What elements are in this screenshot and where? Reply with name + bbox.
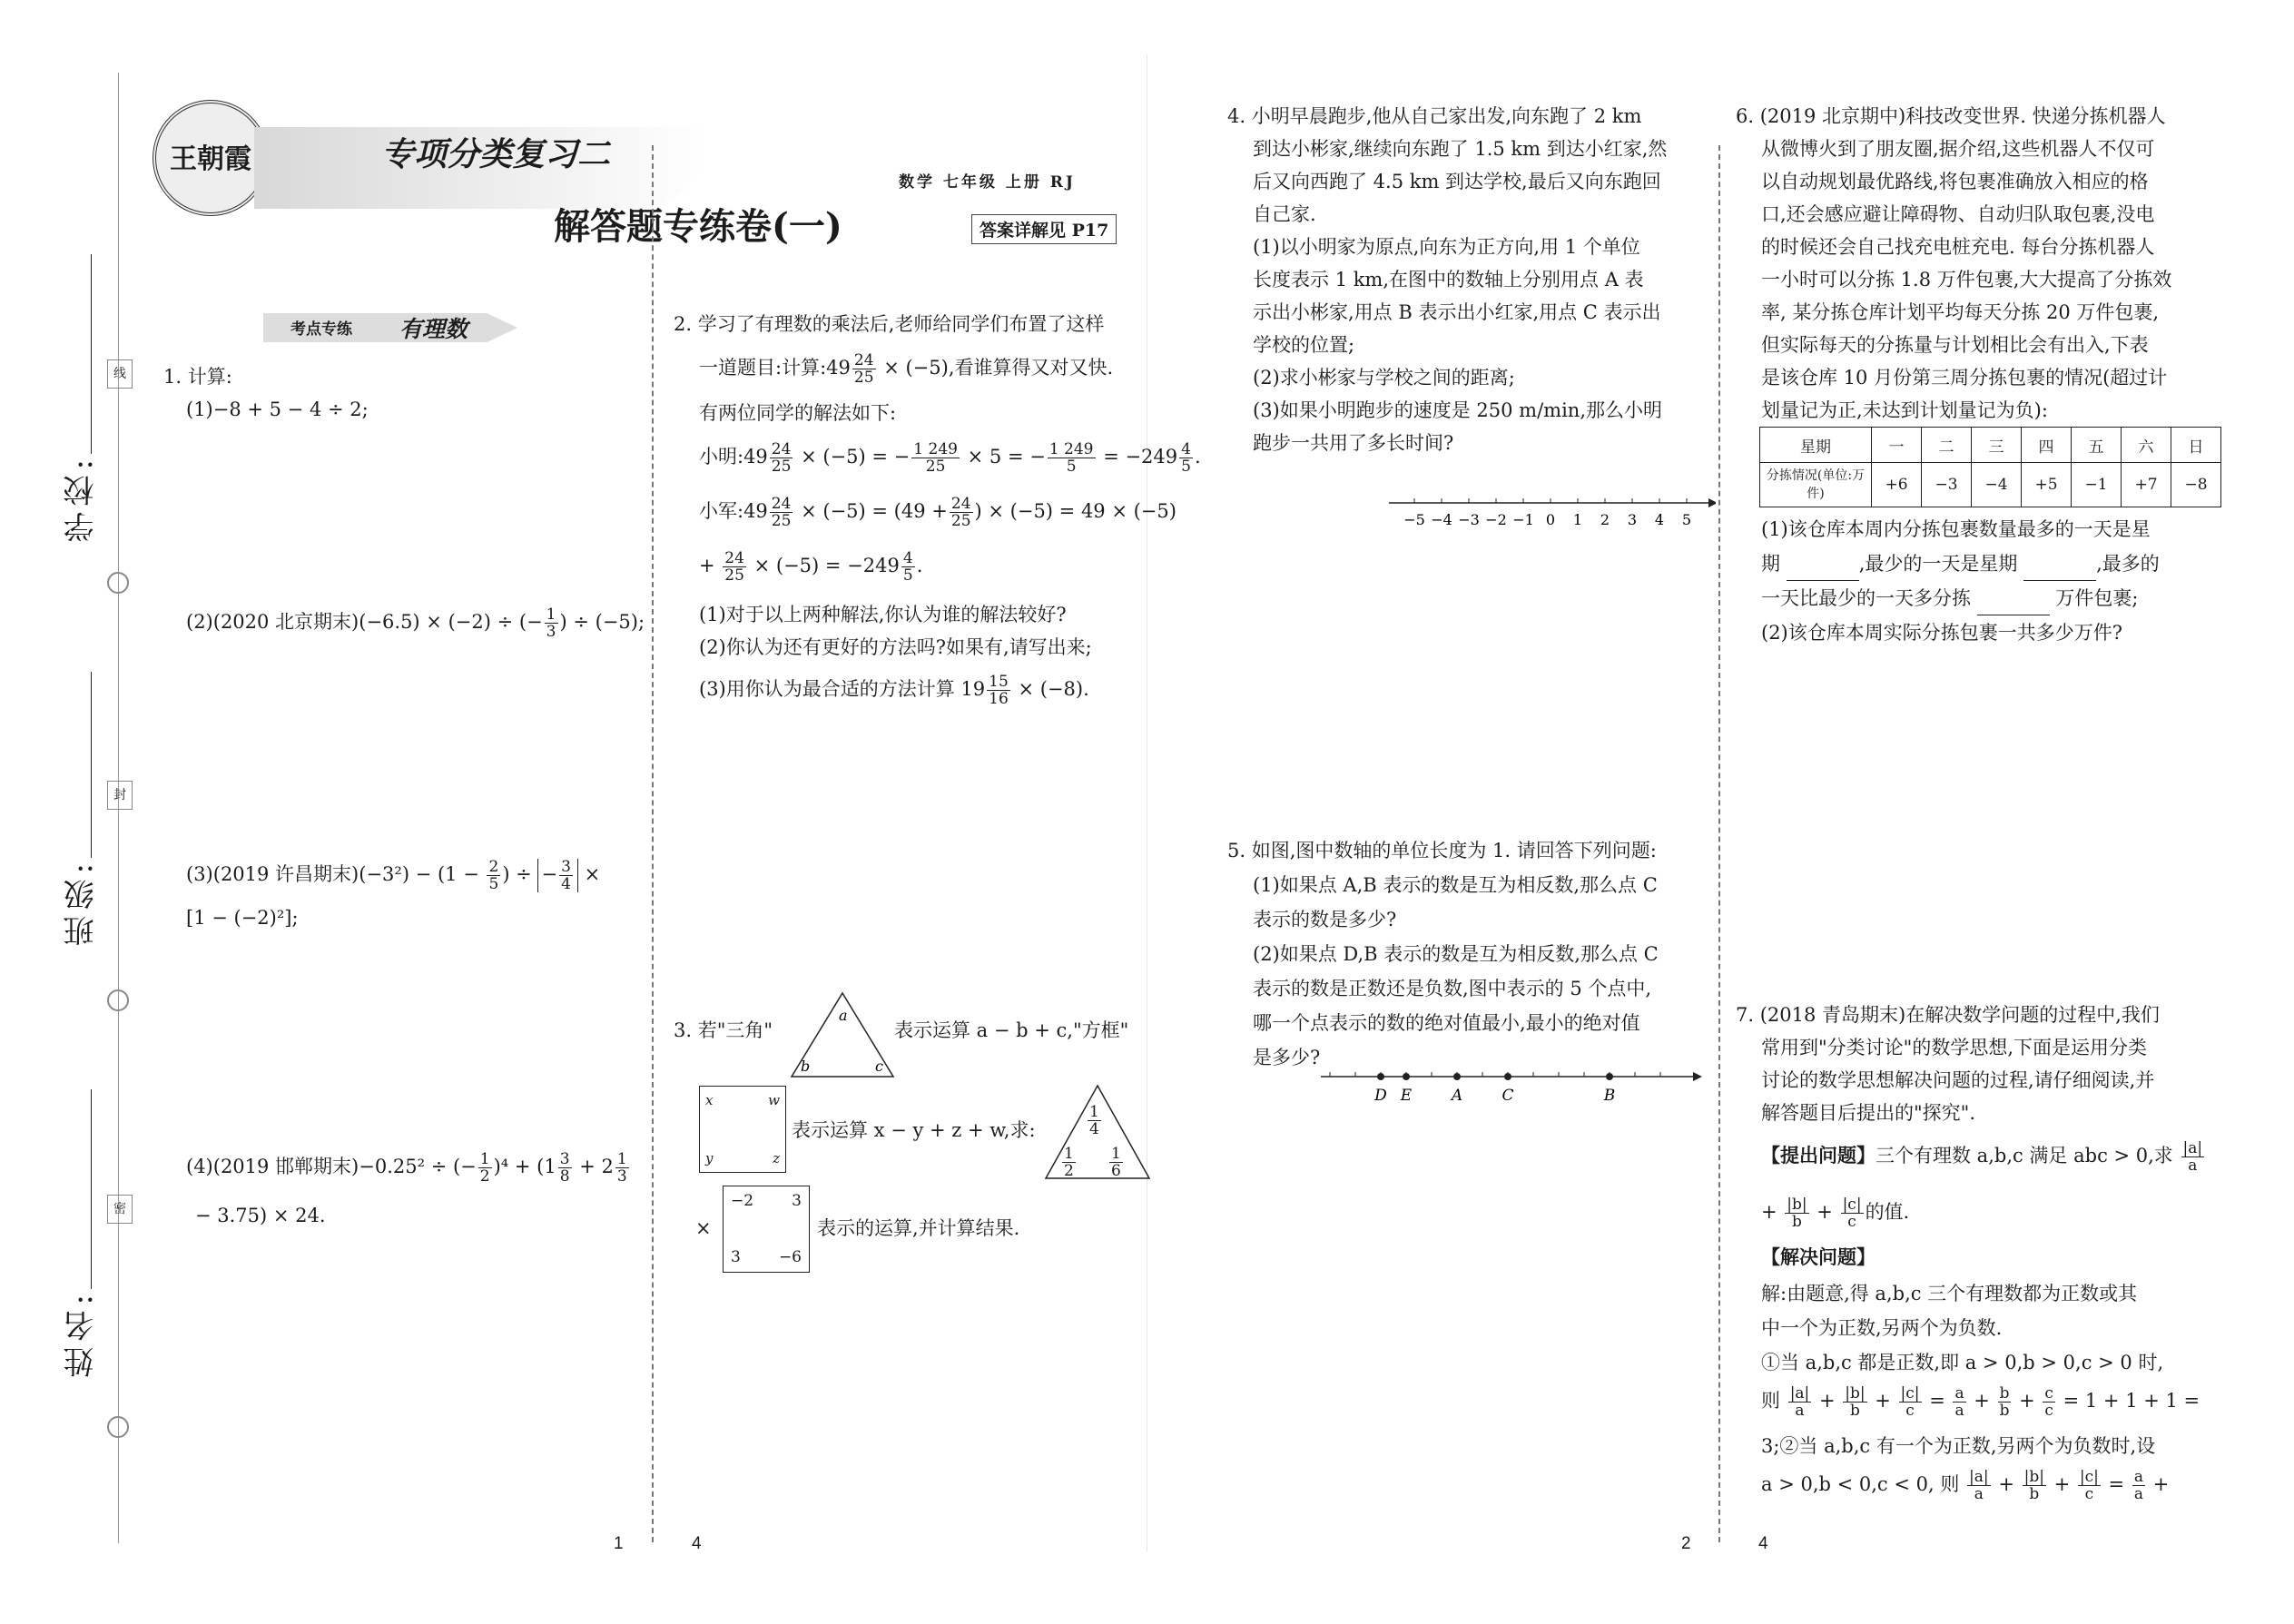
q2-line-2: 一道题目:计算:49 $\frac{24}{25}$ × (−5),看谁算得又对又快.: [699, 351, 1114, 387]
q2-sub-3: (3)用你认为最合适的方法计算 19 $\frac{15}{16}$ × (−8).: [699, 673, 1089, 708]
q4-line: 跑步一共用了多长时间?: [1253, 432, 1454, 454]
square-operator: x w y z: [699, 1086, 786, 1173]
seal-box-seal: 封: [107, 781, 133, 810]
gear-icon: [107, 1416, 129, 1438]
q6-line: 划量记为正,未达到计划量记为负):: [1761, 399, 2048, 421]
q4-body: [1227, 100, 1667, 459]
triangle-operator: [788, 989, 897, 1080]
table-cell: −8: [2171, 463, 2221, 507]
q7-sol-line: 中一个为正数,另两个为负数.: [1761, 1317, 2003, 1339]
axis-point-label: A: [1451, 1087, 1463, 1105]
table-cell: −4: [1972, 463, 2022, 507]
q6-body: [1736, 100, 2171, 427]
q1-part-2: (2)(2020 北京期末)(−6.5) × (−2) ÷ (− $\frac{1}{3}$ ) ÷ (−5);: [186, 605, 645, 641]
q5-line: 哪一个点表示的数的绝对值最小,最小的绝对值: [1253, 1012, 1640, 1034]
table-header-cell: 一: [1872, 428, 1922, 463]
q5-line: (2)如果点 D,B 表示的数是互为相反数,那么点 C: [1253, 943, 1659, 965]
table-cell: −1: [2072, 463, 2122, 507]
q5-line: 表示的数是正数还是负数,图中表示的 5 个点中,: [1253, 978, 1652, 999]
axis-tick-label: −3: [1458, 511, 1480, 528]
q7-line: 讨论的数学思想解决问题的过程,请仔细阅读,并: [1761, 1069, 2155, 1091]
page-total: 4: [1758, 1534, 1768, 1553]
school-label: 学校:: [64, 454, 100, 543]
answer-blank[interactable]: [2023, 562, 2096, 581]
q6-line: 一小时可以分拣 1.8 万件包裹,大大提高了分拣效: [1761, 269, 2172, 290]
page-total: 4: [692, 1534, 702, 1553]
answer-blank[interactable]: [1787, 562, 1859, 581]
q7-ask-cont: + $\frac{|b|}{b}$ + $\frac{|c|}{c}$ 的值.: [1761, 1196, 1910, 1231]
q1-part-1: (1)−8 + 5 − 4 ÷ 2;: [186, 399, 369, 420]
q5-line: 是多少?: [1253, 1047, 1321, 1068]
q1-p4-text: (4)(2019 邯郸期末)−0.25² ÷: [186, 1156, 448, 1177]
q6-sub-1: (1)该仓库本周内分拣包裹数量最多的一天是星: [1761, 518, 2151, 540]
q6-line: 但实际每天的分拣量与计划相比会有出入,下表: [1761, 334, 2149, 356]
q4-line: 示出小彬家,用点 B 表示出小红家,用点 C 表示出: [1253, 301, 1661, 323]
q7-line: 常用到"分类讨论"的数学思想,下面是运用分类: [1761, 1037, 2147, 1058]
q3-times: ×: [695, 1217, 712, 1239]
tri-c: c: [875, 1058, 883, 1075]
axis-point: [1453, 1073, 1461, 1080]
q2-xiaojun: 小军:49 $\frac{24}{25}$ × (−5) = (49 + $\frac{24}{25}$ ) × (−5) = 49 × (−5): [699, 495, 1177, 530]
q3-text-b: 表示运算 a − b + c,"方框": [894, 1019, 1129, 1041]
axis-point-label: B: [1603, 1087, 1616, 1105]
table-cell: +5: [2022, 463, 2072, 507]
number-line-q4: [1389, 490, 1716, 536]
q2-xiaojun-2: + $\frac{24}{25}$ × (−5) = −249 $\frac{4}{5}$ .: [699, 549, 923, 585]
q2-sub-2: (2)你认为还有更好的方法吗?如果有,请写出来;: [699, 636, 1092, 658]
q6-line: 的时候还会自己找充电桩充电. 每台分拣机器人: [1761, 236, 2155, 258]
q6-line: 是该仓库 10 月份第三周分拣包裹的情况(超过计: [1761, 367, 2168, 389]
fraction: $\frac{1}{6}$: [1111, 1145, 1121, 1180]
table-cell: +7: [2122, 463, 2171, 507]
absolute-value: − $\frac{3}{4}$: [537, 859, 577, 892]
topic-name: 有理数: [399, 316, 468, 342]
school-field[interactable]: [91, 254, 92, 454]
table-cell: +6: [1872, 463, 1922, 507]
table-header-cell: 三: [1972, 428, 2022, 463]
axis-tick-label: 5: [1681, 511, 1692, 528]
q7-ask: 【提出问题】三个有理数 a,b,c 满足 abc > 0,求 $\frac{|a|}{a}$: [1761, 1139, 2203, 1175]
fraction: $\frac{1}{3}$: [546, 605, 556, 641]
table-header-cell: 二: [1922, 428, 1972, 463]
number-line-q5: [1321, 1064, 1702, 1109]
axis-point-label: C: [1501, 1087, 1514, 1105]
axis-point: [1606, 1073, 1613, 1080]
series-title: 专项分类复习二: [381, 135, 611, 173]
page-number: 1: [614, 1534, 624, 1553]
main-title: 解答题专练卷(一): [554, 205, 842, 248]
seal-box-secret: 密: [107, 1195, 133, 1224]
q5-line: (1)如果点 A,B 表示的数是互为相反数,那么点 C: [1253, 874, 1658, 896]
axis-tick-label: 3: [1627, 511, 1638, 528]
q1-p3-text: (3)(2019 许昌期末)(−3²) −: [186, 863, 432, 885]
q6-sub-1-end: 一天比最少的一天多分拣 万件包裹;: [1761, 581, 2160, 615]
column-divider: [1718, 145, 1720, 1542]
answer-blank[interactable]: [1977, 596, 2050, 615]
q1-part-3-tail: [1 − (−2)²];: [186, 907, 299, 929]
brand-logo: [153, 100, 269, 216]
axis-point-label: D: [1374, 1087, 1387, 1105]
fraction: $\frac{1}{4}$: [1089, 1103, 1099, 1138]
axis-point: [1403, 1073, 1410, 1080]
q4-line: (1)以小明家为原点,向东为正方向,用 1 个单位: [1253, 236, 1640, 258]
q6-line: 口,还会感应避让障碍物、自动归队取包裹,没电: [1761, 203, 2155, 225]
gear-icon: [107, 572, 129, 594]
q7-sol-5: 3;②当 a,b,c 有一个为正数,另两个为负数时,设: [1761, 1435, 2156, 1457]
table-header-cell: 四: [2022, 428, 2072, 463]
q7-sol-4: 则 $\frac{|a|}{a}$ + $\frac{|b|}{b}$ + $\frac{|c|}{c}$ = $\frac{a}{a}$ + $\frac{b}{b}$ + $\frac{c}{c}$ = 1 + 1 + 1 =: [1761, 1384, 2200, 1420]
q7-body: [1736, 999, 2160, 1129]
axis-tick-label: −1: [1512, 511, 1534, 528]
q7-line: 解答题目后提出的"探究".: [1761, 1102, 1975, 1124]
q3-text-e: 表示的运算,并计算结果.: [817, 1217, 1020, 1239]
q7-line: 7. (2018 青岛期末)在解决数学问题的过程中,我们: [1736, 1004, 2160, 1026]
q6-line: 率, 某分拣仓库计划平均每天分拣 20 万件包裹,: [1761, 301, 2160, 323]
table-row: [1760, 463, 2221, 507]
square-example: −2 3 3 −6: [723, 1186, 810, 1273]
q2-sub-1: (1)对于以上两种解法,你认为谁的解法较好?: [699, 604, 1067, 625]
q1-part-3: (3)(2019 许昌期末)(−3²) − (1 − $\frac{2}{5}$ ) ÷ − $\frac{3}{4}$ ×: [186, 858, 601, 893]
fraction: $\frac{24}{25}$: [853, 351, 874, 387]
axis-point: [1377, 1073, 1384, 1080]
fraction: $\frac{1}{2}$: [479, 1150, 490, 1186]
name-label: 姓名:: [64, 1289, 100, 1378]
axis-tick-label: −2: [1485, 511, 1507, 528]
page-number: 2: [1681, 1534, 1691, 1553]
name-field[interactable]: [91, 1089, 92, 1289]
fraction: $\frac{2}{5}$: [488, 858, 499, 893]
q6-subquestions: [1761, 512, 2160, 650]
gear-icon: [107, 989, 129, 1011]
q6-line: 6. (2019 北京期中)科技改变世界. 快递分拣机器人: [1736, 105, 2166, 127]
sorting-table: [1759, 427, 2221, 507]
table-header-cell: 星期: [1760, 428, 1872, 463]
class-label: 班级:: [64, 858, 100, 947]
q7-sol-line: 解:由题意,得 a,b,c 三个有理数都为正数或其: [1761, 1283, 2138, 1304]
q7-sol-line: ①当 a,b,c 都是正数,即 a > 0,b > 0,c > 0 时,: [1761, 1352, 2164, 1373]
table-header-cell: 五: [2072, 428, 2122, 463]
q2-line-1: 2. 学习了有理数的乘法后,老师给同学们布置了这样: [674, 313, 1105, 335]
axis-point: [1504, 1073, 1511, 1080]
q4-line: 后又向西跑了 4.5 km 到达学校,最后又向东跑回: [1253, 171, 1661, 192]
class-field[interactable]: [91, 672, 92, 858]
q1-title: 1. 计算:: [163, 366, 232, 388]
tri-a: a: [839, 1007, 848, 1024]
fraction: $\frac{1}{2}$: [1064, 1145, 1074, 1180]
axis-tick-label: 0: [1545, 511, 1556, 528]
q5-body: [1227, 833, 1659, 1075]
q1-p2-text: (2)(2020 北京期末)(−6.5) × (−2) ÷: [186, 611, 514, 633]
q4-line: 自己家.: [1253, 203, 1316, 225]
seal-box-line: 线: [107, 359, 133, 389]
q4-line: 长度表示 1 km,在图中的数轴上分别用点 A 表: [1253, 269, 1644, 290]
logo-text: 王朝霞: [170, 143, 251, 175]
q7-solve-label: 【解决问题】: [1761, 1245, 1876, 1268]
answer-ref: 答案详解见 P17: [971, 214, 1117, 244]
q3-text-a: 3. 若"三角": [674, 1019, 773, 1041]
q4-line: 4. 小明早晨跑步,他从自己家出发,向东跑了 2 km: [1227, 105, 1642, 127]
q4-line: 学校的位置;: [1253, 334, 1355, 356]
q4-line: (2)求小彬家与学校之间的距离;: [1253, 367, 1515, 389]
axis-tick-label: 2: [1600, 511, 1610, 528]
table-cell: −3: [1922, 463, 1972, 507]
q6-sub-2: (2)该仓库本周实际分拣包裹一共多少万件?: [1761, 622, 2123, 644]
q1-p2-tail: ÷ (−5);: [573, 611, 645, 633]
q5-line: 5. 如图,图中数轴的单位长度为 1. 请回答下列问题:: [1227, 840, 1657, 861]
axis-point-label: E: [1400, 1087, 1413, 1105]
q5-line: 表示的数是多少?: [1253, 909, 1397, 930]
q3-text-c: 表示运算 x − y + z + w,求:: [792, 1119, 1036, 1141]
q1-part-4: (4)(2019 邯郸期末)−0.25² ÷ (− $\frac{1}{2}$ )⁴ + (1 $\frac{3}{8}$ + 2 $\frac{1}{3}$: [186, 1150, 627, 1186]
q4-line: 到达小彬家,继续向东跑了 1.5 km 到达小红家,然: [1253, 138, 1668, 160]
subject-line: 数学 七年级 上册 RJ: [899, 173, 1076, 192]
column-divider: [652, 145, 654, 1542]
axis-tick-label: −4: [1431, 511, 1452, 528]
q2-line-3: 有两位同学的解法如下:: [699, 402, 897, 424]
table-row-label: 分拣情况(单位:万件): [1760, 463, 1872, 507]
topic-tag: 考点专练: [290, 320, 352, 339]
q7-solution: [1761, 1276, 2163, 1380]
q6-line: 从微博火到了朋友圈,据介绍,这些机器人不仅可: [1761, 138, 2155, 160]
q2-xiaoming: 小明:49 $\frac{24}{25}$ × (−5) = − $\frac{1 249}{25}$ × 5 = − $\frac{1 249}{5}$ = −249 $\frac{4}{5}$ .: [699, 440, 1201, 476]
axis-tick-label: 1: [1572, 511, 1583, 528]
axis-tick-label: 4: [1654, 511, 1665, 528]
table-row: [1760, 428, 2221, 463]
q1-part-4-tail: − 3.75) × 24.: [195, 1205, 326, 1226]
q4-line: (3)如果小明跑步的速度是 250 m/min,那么小明: [1253, 399, 1662, 421]
table-header-cell: 日: [2171, 428, 2221, 463]
tri-b: b: [801, 1058, 811, 1075]
table-header-cell: 六: [2122, 428, 2171, 463]
axis-tick-label: −5: [1403, 511, 1425, 528]
q6-sub-1-cont: 期 ,最少的一天是星期 ,最多的: [1761, 546, 2160, 581]
q7-sol-6: a > 0,b < 0,c < 0, 则 $\frac{|a|}{a}$ + $\frac{|b|}{b}$ + $\frac{|c|}{c}$ = $\frac{a}{a}$ +: [1761, 1468, 2170, 1503]
q6-line: 以自动规划最优路线,将包裹准确放入相应的格: [1761, 171, 2149, 192]
